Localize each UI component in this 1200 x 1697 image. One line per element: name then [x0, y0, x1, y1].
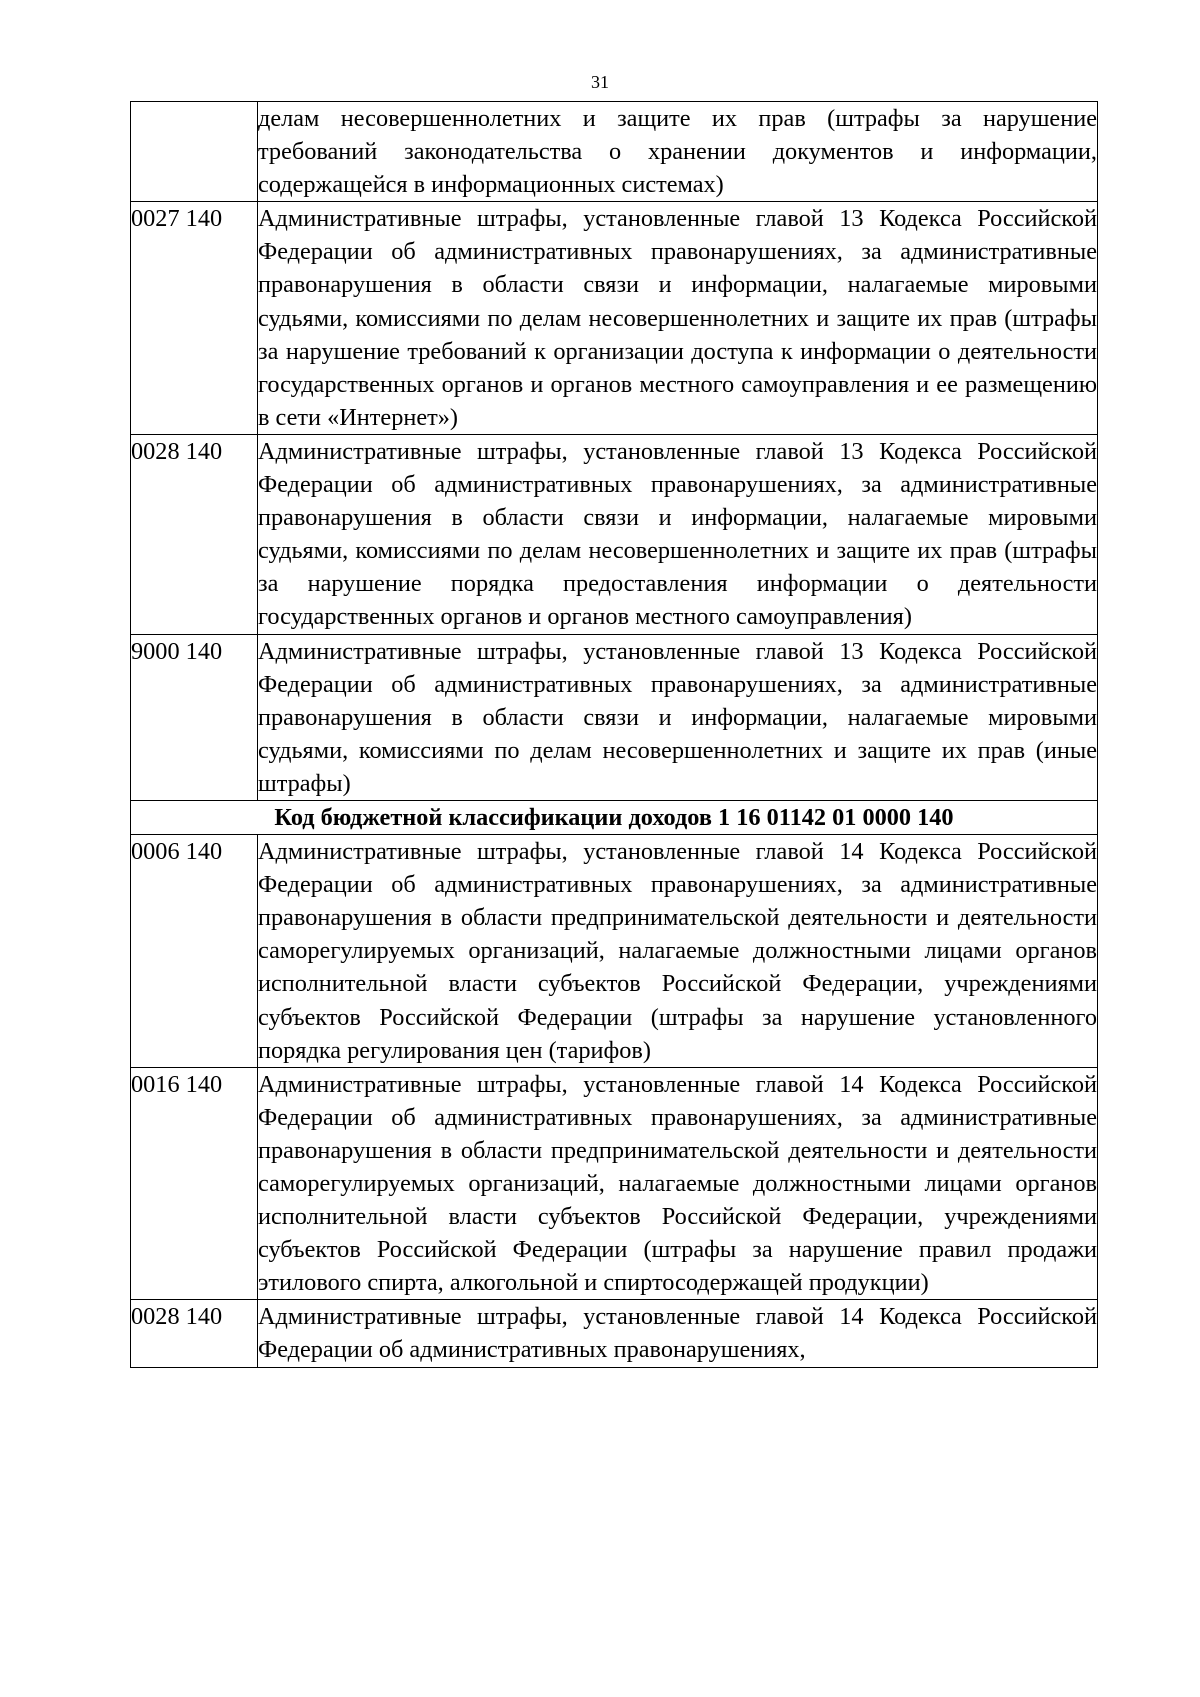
row-code: 0028 140: [131, 434, 258, 634]
row-code: 0016 140: [131, 1067, 258, 1300]
table-row: [131, 1067, 1098, 1300]
budget-code-table: [130, 101, 1098, 1368]
row-description: Административные штрафы, установленные главой 14 Кодекса Российской Федерации об административных правонарушениях, за административные правонарушения в области предпринимательской деятельности и деятельности саморегулируемых организаций, налагаемые должностными лицами органов исполнительной власти субъектов Российской Федерации, учреждениями субъектов Российской Федерации (штрафы за нарушение установленного порядка регулирования цен (тарифов): [258, 835, 1098, 1068]
row-code: 9000 140: [131, 634, 258, 800]
row-description: Административные штрафы, установленные главой 14 Кодекса Российской Федерации об административных правонарушениях,: [258, 1300, 1098, 1367]
row-description: Административные штрафы, установленные главой 13 Кодекса Российской Федерации об административных правонарушениях, за административные правонарушения в области связи и информации, налагаемые мировыми судьями, комиссиями по делам несовершеннолетних и защите их прав (штрафы за нарушение порядка предоставления информации о деятельности государственных органов и органов местного самоуправления): [258, 434, 1098, 634]
section-header-row: [131, 800, 1098, 834]
table-row: [131, 202, 1098, 435]
row-code: 0028 140: [131, 1300, 258, 1367]
table-row: [131, 102, 1098, 202]
row-description: Административные штрафы, установленные главой 13 Кодекса Российской Федерации об административных правонарушениях, за административные правонарушения в области связи и информации, налагаемые мировыми судьями, комиссиями по делам несовершеннолетних и защите их прав (штрафы за нарушение требований к организации доступа к информации о деятельности государственных органов и органов местного самоуправления и ее размещению в сети «Интернет»): [258, 202, 1098, 435]
table-row: [131, 835, 1098, 1068]
row-description: Административные штрафы, установленные главой 14 Кодекса Российской Федерации об административных правонарушениях, за административные правонарушения в области предпринимательской деятельности и деятельности саморегулируемых организаций, налагаемые должностными лицами органов исполнительной власти субъектов Российской Федерации, учреждениями субъектов Российской Федерации (штрафы за нарушение правил продажи этилового спирта, алкогольной и спиртосодержащей продукции): [258, 1067, 1098, 1300]
row-description: Административные штрафы, установленные главой 13 Кодекса Российской Федерации об административных правонарушениях, за административные правонарушения в области связи и информации, налагаемые мировыми судьями, комиссиями по делам несовершеннолетних и защите их прав (иные штрафы): [258, 634, 1098, 800]
table-row: [131, 634, 1098, 800]
row-code: 0006 140: [131, 835, 258, 1068]
row-code: [131, 102, 258, 202]
table-row: [131, 1300, 1098, 1367]
row-code: 0027 140: [131, 202, 258, 435]
section-header: Код бюджетной классификации доходов 1 16 01142 01 0000 140: [131, 800, 1098, 834]
table-row: [131, 434, 1098, 634]
row-description: делам несовершеннолетних и защите их прав (штрафы за нарушение требований законодательства о хранении документов и информации, содержащейся в информационных системах): [258, 102, 1098, 202]
page-number: 31: [591, 72, 609, 92]
